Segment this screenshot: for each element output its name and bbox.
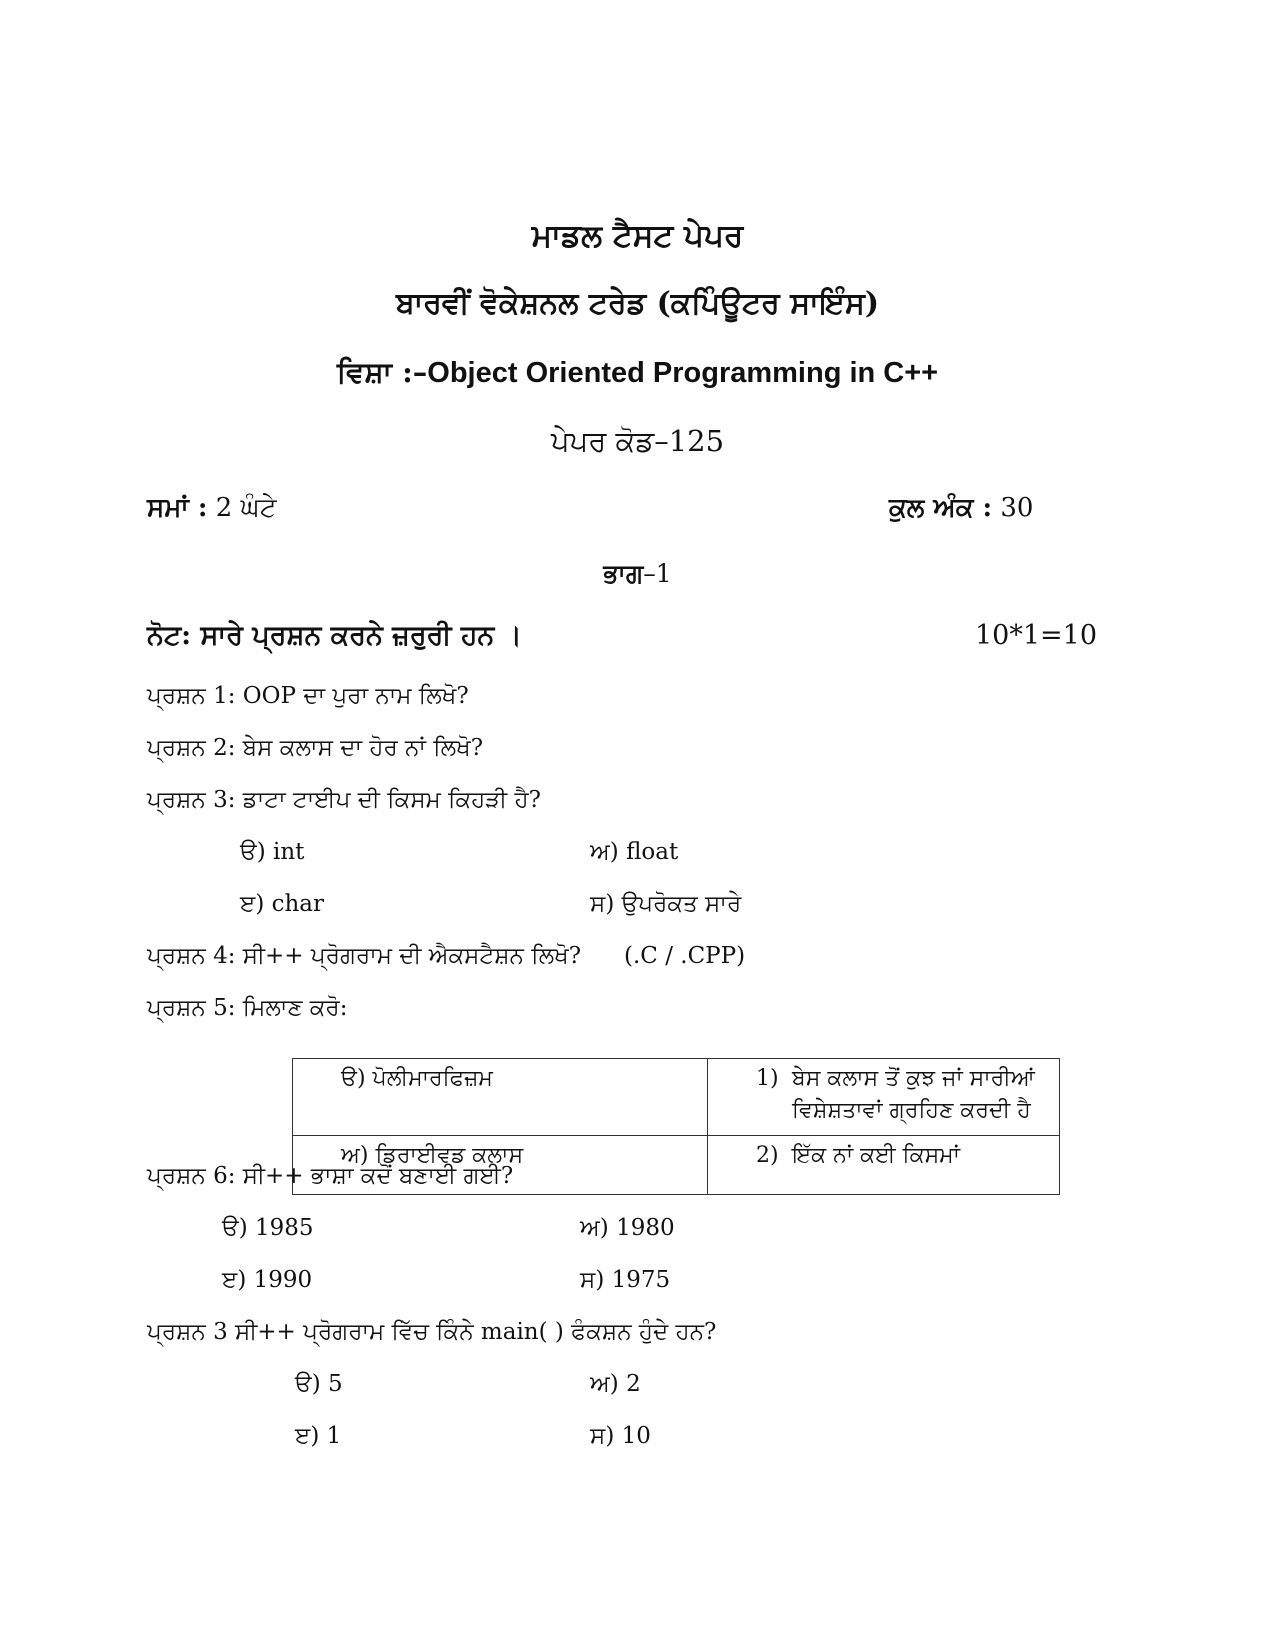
instruction-note: ਨੋਟ: ਸਾਰੇ ਪ੍ਰਸ਼ਨ ਕਰਨੇ ਜ਼ਰੁਰੀ ਹਨ । [147,620,522,651]
match-right-cell [708,1136,1060,1195]
time-allowed [147,493,277,524]
question-4: ਪ੍ਰਸ਼ਨ 4: ਸੀ++ ਪ੍ਰੋਗਰਾਮ ਦੀ ਐਕਸਟੈਸ਼ਨ ਲਿਖੋ? [147,943,582,969]
part-number: –1 [643,559,672,588]
q3-option-c: ੲ) char [240,891,325,917]
time-value: 2 ਘੰਟੇ [215,493,277,523]
q7-option-d: ਸ) 10 [590,1423,651,1449]
question-6: ਪ੍ਰਸ਼ਨ 6: ਸੀ++ ਭਾਸ਼ਾ ਕਦੋਂ ਬਣਾਈ ਗਈ? [147,1163,514,1189]
question-2: ਪ੍ਰਸ਼ਨ 2: ਬੇਸ ਕਲਾਸ ਦਾ ਹੋਰ ਨਾਂ ਲਿਖੋ? [147,735,484,761]
q4-hint: (.C / .CPP) [624,943,746,969]
paper-code: ਪੇਪਰ ਕੋਡ–125 [550,424,725,458]
q7-option-a: ੳ) 5 [295,1371,343,1397]
section-marks: 10*1=10 [975,620,1098,651]
q6-option-c: ੲ) 1990 [222,1267,313,1293]
match-text-continued: ਵਿਸ਼ੇਸ਼ਤਾਵਾਂ ਗ੍ਰਹਿਣ ਕਰਦੀ ਹੈ [792,1098,1031,1123]
match-text: ਇੱਕ ਨਾਂ ਕਈ ਕਿਸਮਾਂ [792,1143,960,1168]
match-left-cell: ੳ) ਪੋਲੀਮਾਰਫਿਜ਼ਮ [293,1059,708,1136]
q3-option-b: ਅ) float [590,839,679,865]
question-1: ਪ੍ਰਸ਼ਨ 1: OOP ਦਾ ਪੁਰਾ ਨਾਮ ਲਿਖੋ? [147,683,469,709]
total-marks [889,493,1033,524]
match-number: 2) [756,1143,779,1168]
part-heading [0,559,1275,589]
time-label: ਸਮਾਂ : [147,493,208,523]
question-5: ਪ੍ਰਸ਼ਨ 5: ਮਿਲਾਣ ਕਰੋ: [147,995,348,1021]
q7-option-b: ਅ) 2 [590,1371,641,1397]
match-text: ਬੇਸ ਕਲਾਸ ਤੋਂ ਕੁਝ ਜਾਂ ਸਾਰੀਆਂ [792,1066,1035,1091]
part-label: ਭਾਗ [603,559,644,588]
q6-option-b: ਅ) 1980 [580,1215,675,1241]
match-row [293,1059,1060,1136]
q7-option-c: ੲ) 1 [295,1423,342,1449]
question-7: ਪ੍ਰਸ਼ਨ 3 ਸੀ++ ਪ੍ਰੋਗਰਾਮ ਵਿੱਚ ਕਿੰਨੇ main( ) ਫੰਕਸ਼ਨ ਹੁੰਦੇ ਹਨ? [147,1319,717,1345]
subject-label: ਵਿਸ਼ਾ :– [336,355,428,389]
match-right-cell [708,1059,1060,1136]
subject-heading [0,355,1275,390]
match-number: 1) [756,1066,779,1091]
q3-option-d: ਸ) ਉਪਰੋਕਤ ਸਾਰੇ [590,891,742,917]
match-left-cell: ਅ) ਡਿਰਾਈਵਡ ਕਲਾਸ [293,1136,708,1195]
q3-option-a: ੳ) int [240,839,305,865]
q6-option-d: ਸ) 1975 [580,1267,671,1293]
marks-value: 30 [1000,493,1034,523]
subject-name: Object Oriented Programming in C++ [427,357,939,389]
question-3: ਪ੍ਰਸ਼ਨ 3: ਡਾਟਾ ਟਾਈਪ ਦੀ ਕਿਸਮ ਕਿਹੜੀ ਹੈ? [147,787,541,813]
q6-option-a: ੳ) 1985 [222,1215,314,1241]
paper-title: ਮਾਡਲ ਟੈਸਟ ਪੇਪਰ [531,218,744,254]
class-trade-heading: ਬਾਰਵੀਂ ਵੋਕੇਸ਼ਨਲ ਟਰੇਡ (ਕਪਿੰਊਟਰ ਸਾਇੰਸ) [395,286,880,321]
marks-label: ਕੁਲ ਅੰਕ : [889,493,993,523]
